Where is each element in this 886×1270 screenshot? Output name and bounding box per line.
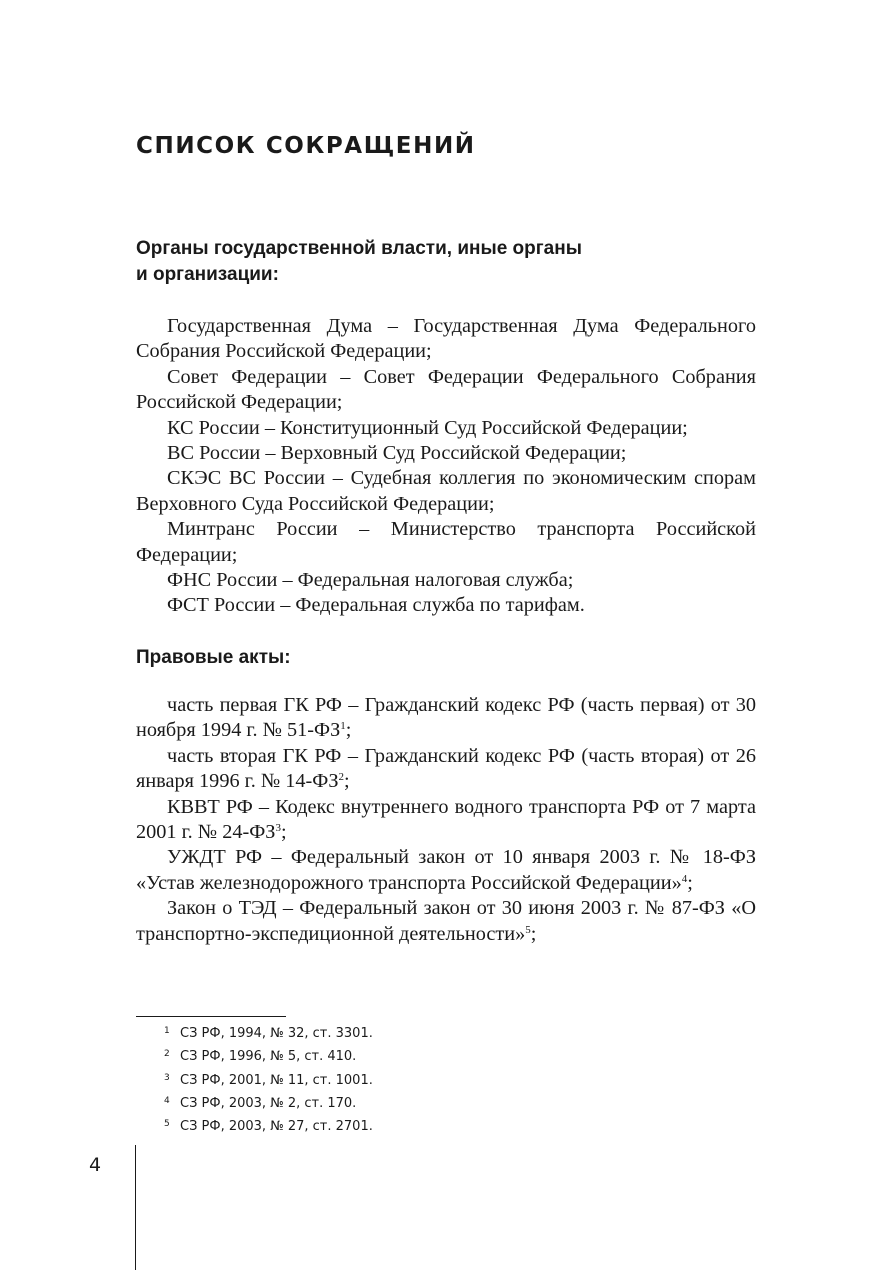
entry-text: УЖДТ РФ – Федеральный закон от 10 января 2003 г. № 18-ФЗ «Устав железнодорожного транспорта Российской Федерации» xyxy=(136,846,756,894)
entry-text: часть вторая ГК РФ – Гражданский кодекс РФ (часть вторая) от 26 января 1996 г. № 14-ФЗ xyxy=(136,744,756,793)
footnote xyxy=(164,1091,373,1114)
abbreviation-entry: ФНС России – Федеральная налоговая служба; xyxy=(167,569,574,592)
abbreviation-entry: СКЭС ВС России – Судебная коллегия по экономическим спорам Верховного Суда Российской Федерации; xyxy=(136,467,756,515)
entry-text: КВВТ РФ – Кодекс внутреннего водного транспорта РФ от 7 марта 2001 г. № 24-ФЗ xyxy=(136,795,756,844)
footnote-ref[interactable]: 5 xyxy=(525,923,531,936)
page-title: СПИСОК СОКРАЩЕНИЙ xyxy=(136,133,476,159)
footnote-number: 4 xyxy=(164,1095,170,1106)
footnotes xyxy=(164,1021,373,1137)
page-margin-rule xyxy=(135,1145,136,1270)
footnote-text: СЗ РФ, 2001, № 11, ст. 1001. xyxy=(180,1072,373,1088)
entry-tail: ; xyxy=(345,719,352,742)
footnote xyxy=(164,1021,373,1044)
abbreviation-entry: Совет Федерации – Совет Федерации Федерального Собрания Российской Федерации; xyxy=(136,365,756,414)
entry-tail: ; xyxy=(280,821,287,844)
section-heading-organs-line2: и организации: xyxy=(136,264,279,285)
footnote-text: СЗ РФ, 2003, № 27, ст. 2701. xyxy=(180,1119,373,1135)
footnote-text: СЗ РФ, 1994, № 32, ст. 3301. xyxy=(180,1026,373,1041)
abbreviation-entry: Государственная Дума – Государственная Дума Федерального Собрания Российской Федерации; xyxy=(136,315,756,363)
footnote-number: 2 xyxy=(164,1049,170,1060)
footnote xyxy=(164,1044,373,1067)
abbreviation-entry: КС России – Конституционный Суд Российской Федерации; xyxy=(167,416,688,439)
footnote-text: СЗ РФ, 1996, № 5, ст. 410. xyxy=(180,1049,357,1065)
footnote-number: 3 xyxy=(164,1072,170,1083)
entry-text: часть первая ГК РФ – Гражданский кодекс РФ (часть первая) от 30 ноября 1994 г. № 51-ФЗ xyxy=(136,694,756,742)
acts-abbreviation-list xyxy=(136,693,756,947)
footnote xyxy=(164,1114,373,1137)
footnote-ref[interactable]: 2 xyxy=(338,771,344,784)
abbreviation-entry xyxy=(136,693,756,744)
organs-abbreviation-list xyxy=(136,314,756,619)
footnote-divider xyxy=(136,1016,286,1017)
section-heading-acts: Правовые акты: xyxy=(136,647,291,668)
entry-tail: ; xyxy=(530,922,537,945)
footnote xyxy=(164,1068,373,1091)
page-number: 4 xyxy=(89,1154,102,1176)
footnote-number: 5 xyxy=(164,1119,170,1130)
footnote-ref[interactable]: 1 xyxy=(340,720,346,733)
abbreviation-entry: ВС России – Верховный Суд Российской Федерации; xyxy=(167,442,627,465)
entry-tail: ; xyxy=(343,770,350,793)
abbreviation-entry: ФСТ России – Федеральная служба по тарифам. xyxy=(167,594,585,617)
section-heading-organs-line1: Органы государственной власти, иные органы xyxy=(136,238,582,259)
entry-tail: ; xyxy=(687,871,693,894)
footnote-ref[interactable]: 3 xyxy=(275,822,281,835)
abbreviation-entry xyxy=(136,896,756,947)
abbreviation-entry xyxy=(136,744,756,795)
abbreviation-entry xyxy=(136,795,756,846)
footnote-number: 1 xyxy=(164,1026,170,1036)
abbreviation-entry xyxy=(136,845,756,896)
entry-text: Закон о ТЭД – Федеральный закон от 30 июня 2003 г. № 87-ФЗ «О транспортно-экспедиционной деятельности» xyxy=(136,897,756,945)
section-heading-organs xyxy=(136,236,756,288)
footnote-ref[interactable]: 4 xyxy=(681,872,688,885)
footnote-text: СЗ РФ, 2003, № 2, ст. 170. xyxy=(180,1095,357,1111)
abbreviation-entry: Минтранс России – Министерство транспорта Российской Федерации; xyxy=(136,518,756,566)
